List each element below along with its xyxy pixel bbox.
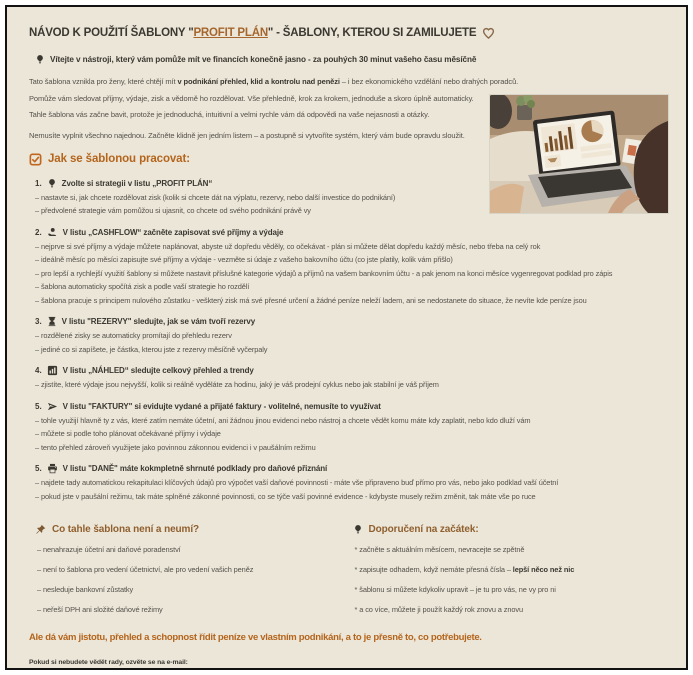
step-number: 2.	[35, 227, 42, 237]
list-item	[355, 566, 671, 574]
title-part2: " - ŠABLONY, KTEROU SI ZAMILUJETE	[267, 27, 477, 39]
lightbulb-icon	[35, 54, 45, 65]
step-number: 5.	[35, 464, 42, 473]
coin-hand-icon	[47, 227, 58, 238]
step-number: 3.	[35, 317, 42, 326]
list-item: – pro lepší a rychlejší využití šablony si můžete nastavit příslušné kategorie výdajů a příjmů na vašem bankovním účtu - a pak jenom na konci měsíce vygenregovat podklad pro zápis	[35, 268, 613, 278]
list-item: – najdete tady automatickou rekapitulaci klíčových údajů pro výpočet vaší daňové povinnosti - máte vše připraveno buď přímo pro vás, nebo jako podklad vaší účetní	[35, 478, 559, 487]
intro-paragraph: Tahle šablona vás začne bavit, protože je jednoduchá, intuitivní a velmi rychle vám dá odpovědi na vaše nejasnosti a otázky.	[29, 110, 430, 119]
lightbulb-icon	[353, 524, 363, 535]
title-part1: NÁVOD K POUŽITÍ ŠABLONY "	[29, 27, 194, 39]
list-item-bold: lepší něco než nic	[512, 564, 575, 574]
bar-chart-icon	[47, 365, 58, 376]
paper-plane-icon	[47, 401, 58, 412]
step-rezervy	[35, 317, 670, 354]
how-to-heading-text: Jak se šablonou pracovat:	[48, 153, 190, 165]
step-number: 5.	[35, 401, 42, 411]
welcome-line	[35, 53, 670, 66]
step-title	[35, 464, 670, 474]
step-title	[35, 227, 670, 237]
list-item: – můžete si podle toho plánovat očekávané příjmy i výdaje	[35, 429, 221, 438]
title-text	[29, 27, 476, 39]
document-frame	[5, 5, 688, 670]
bottom-columns	[35, 523, 670, 626]
list-item: * začněte s aktuálním měsícem, nevracejte se zpětně	[354, 544, 525, 554]
woman-laptop-photo	[490, 95, 668, 213]
column-heading	[353, 523, 671, 536]
step-faktury	[35, 401, 670, 452]
step-title	[35, 317, 670, 327]
list-item: – nesleduje bankovní zůstatky	[37, 584, 134, 594]
list-item: – nenahrazuje účetní ani daňové poradenství	[37, 544, 181, 554]
list-item: * a co více, můžete ji použít každý rok znovu a znovu	[354, 604, 523, 614]
intro-p1-bold: v podnikání přehled, klid a kontrolu nad penězi	[177, 77, 340, 86]
step-number: 1.	[35, 178, 42, 188]
welcome-text: Vítejte v nástroji, který vám pomůže mít ve financích konečně jasno - za pouhých 30 minut vašeho času měsíčně	[50, 55, 477, 64]
step-title	[35, 401, 670, 411]
list-item: – ideálně měsíc po měsíci zapisujte své příjmy a výdaje - vezměte si údaje z vašeho bakovního účtu (co jste platily, kolik vám přišlo)	[35, 255, 453, 264]
step-title-text: V listu „CASHFLOW“ začněte zapisovat své příjmy a výdaje	[62, 227, 284, 237]
intro-p1a: Tato šablona vznikla pro ženy, které chtějí mít	[29, 77, 178, 86]
list-item: – tohle využijí hlavně ty z vás, které zatím nemáte účetní, ani žádnou jinou evidenci nebo nástroj a chcete vědět komu máte kdy zaplatit, nebo kdo dluží vám	[35, 415, 531, 425]
list-item: * šablonu si můžete kdykoliv upravit – je tu pro vás, ne vy pro ni	[354, 584, 556, 594]
step-title-text: V listu "FAKTURY" si evidujte vydané a přijaté faktury - volitelné, nemusíte to využívat	[62, 401, 381, 411]
hourglass-icon	[47, 316, 57, 327]
intro-p1c: – i bez ekonomického vzdělání nebo drahých poradců.	[339, 77, 519, 86]
column-heading-text: Co tahle šablona není a neumí?	[52, 523, 200, 535]
pushpin-icon	[35, 524, 46, 535]
step-title-text: V listu "REZERVY" sledujte, jak se vám tvoří rezervy	[61, 317, 256, 326]
list-item: – předvolené strategie vám pomůžou si ujasnit, co chcete od svého podnikání právě vy	[35, 206, 311, 215]
list-item: – tento přehled zároveň využijete jako povinnou zákonnou evidenci i v paušálním režimu	[35, 442, 316, 452]
list-item-text: * zapisujte odhadem, když nemáte přesná čísla –	[354, 564, 513, 574]
photo-illustration	[490, 95, 668, 213]
list-item: – zjistíte, které výdaje jsou nejvyšší, kolik si reálně vyděláte za hodinu, jaký je váš prodejní cyklus nebo jak stabilní je váš příjem	[35, 380, 439, 389]
lightbulb-icon	[47, 178, 57, 189]
list-item: – nastavte si, jak chcete rozdělovat zisk (kolik si chcete dát na výplatu, rezervy, nebo další investice do podnikání)	[35, 192, 396, 202]
checkbox-icon	[29, 153, 42, 166]
column-what-it-is-not	[35, 523, 353, 626]
profit-plan-link[interactable]: PROFIT PLÁN	[193, 27, 268, 39]
list-item: – pokud jste v paušální režimu, tak máte splněné zákonné povinnosti, co se týče vaší povinné evidence - kdybyste musely režim změnit, tak máte vše po ruce	[35, 491, 536, 501]
printer-icon	[47, 463, 58, 474]
step-cashflow	[35, 227, 670, 305]
step-dane	[35, 464, 670, 501]
list-item: – není to šablona pro vedení účetnictví, ale pro vedení vašich peněz	[37, 564, 254, 574]
step-title-text: V listu "DANĚ" máte kokmpletně shrnuté podklady pro daňové přiznání	[62, 464, 328, 473]
list-item: – jediné co si zapíšete, je částka, kterou jste z rezervy měsíčně vyčerpaly	[35, 344, 268, 354]
list-item: – šablona pracuje s principem nulového zůstatku - veškterý zisk má své přesné určení a žádné peníze neleží ladem, ani se nedostanete do situace, že nevíte kde peníze jsou	[35, 295, 587, 305]
step-title-text: V listu „NÁHLED“ sledujte celkový přehled a trendy	[62, 366, 254, 375]
intro-paragraph: Nemusíte vyplnit všechno najednou. Začněte klidně jen jedním listem – a postupně si vytvoříte systém, který vám bude opravdu sloužit.	[29, 131, 465, 140]
closing-statement: Ale dá vám jistotu, přehled a schopnost řídit peníze ve vlastním podnikání, a to je přesně to, co potřebujete.	[29, 631, 482, 643]
list-item: – rozdělené zisky se automaticky promítají do přehledu rezerv	[35, 331, 232, 340]
footer-note: Pokud si nebudete vědět rady, ozvěte se na e-mail:	[29, 658, 188, 666]
column-heading-text: Doporučení na začátek:	[368, 523, 479, 535]
intro-paragraph	[29, 77, 670, 86]
page-title	[29, 24, 670, 42]
list-item: – šablona automaticky spočítá zisk a podle vaší strategie ho rozdělí	[35, 282, 250, 291]
step-number: 4.	[35, 366, 42, 375]
list-item: – nejprve si své příjmy a výdaje můžete naplánovat, abyste už dopředu věděly, co očekávat - plán si můžete dělat dopředu každý měsíc, nebo třeba na celý rok	[35, 241, 541, 251]
intro-paragraph: Pomůže vám sledovat příjmy, výdaje, zisk a vědomě ho rozdělovat. Vše přehledně, krok za krokem, jednoduše a skoro úplně automaticky.	[29, 93, 474, 103]
column-heading	[35, 523, 353, 536]
column-recommendations	[353, 523, 671, 626]
step-title	[35, 366, 670, 376]
list-item: – neřeší DPH ani složité daňové režimy	[37, 604, 163, 614]
step-title-text: Zvolte si strategii v listu „PROFIT PLÁN“	[61, 178, 213, 188]
heart-icon	[482, 27, 495, 40]
step-nahled	[35, 366, 670, 390]
